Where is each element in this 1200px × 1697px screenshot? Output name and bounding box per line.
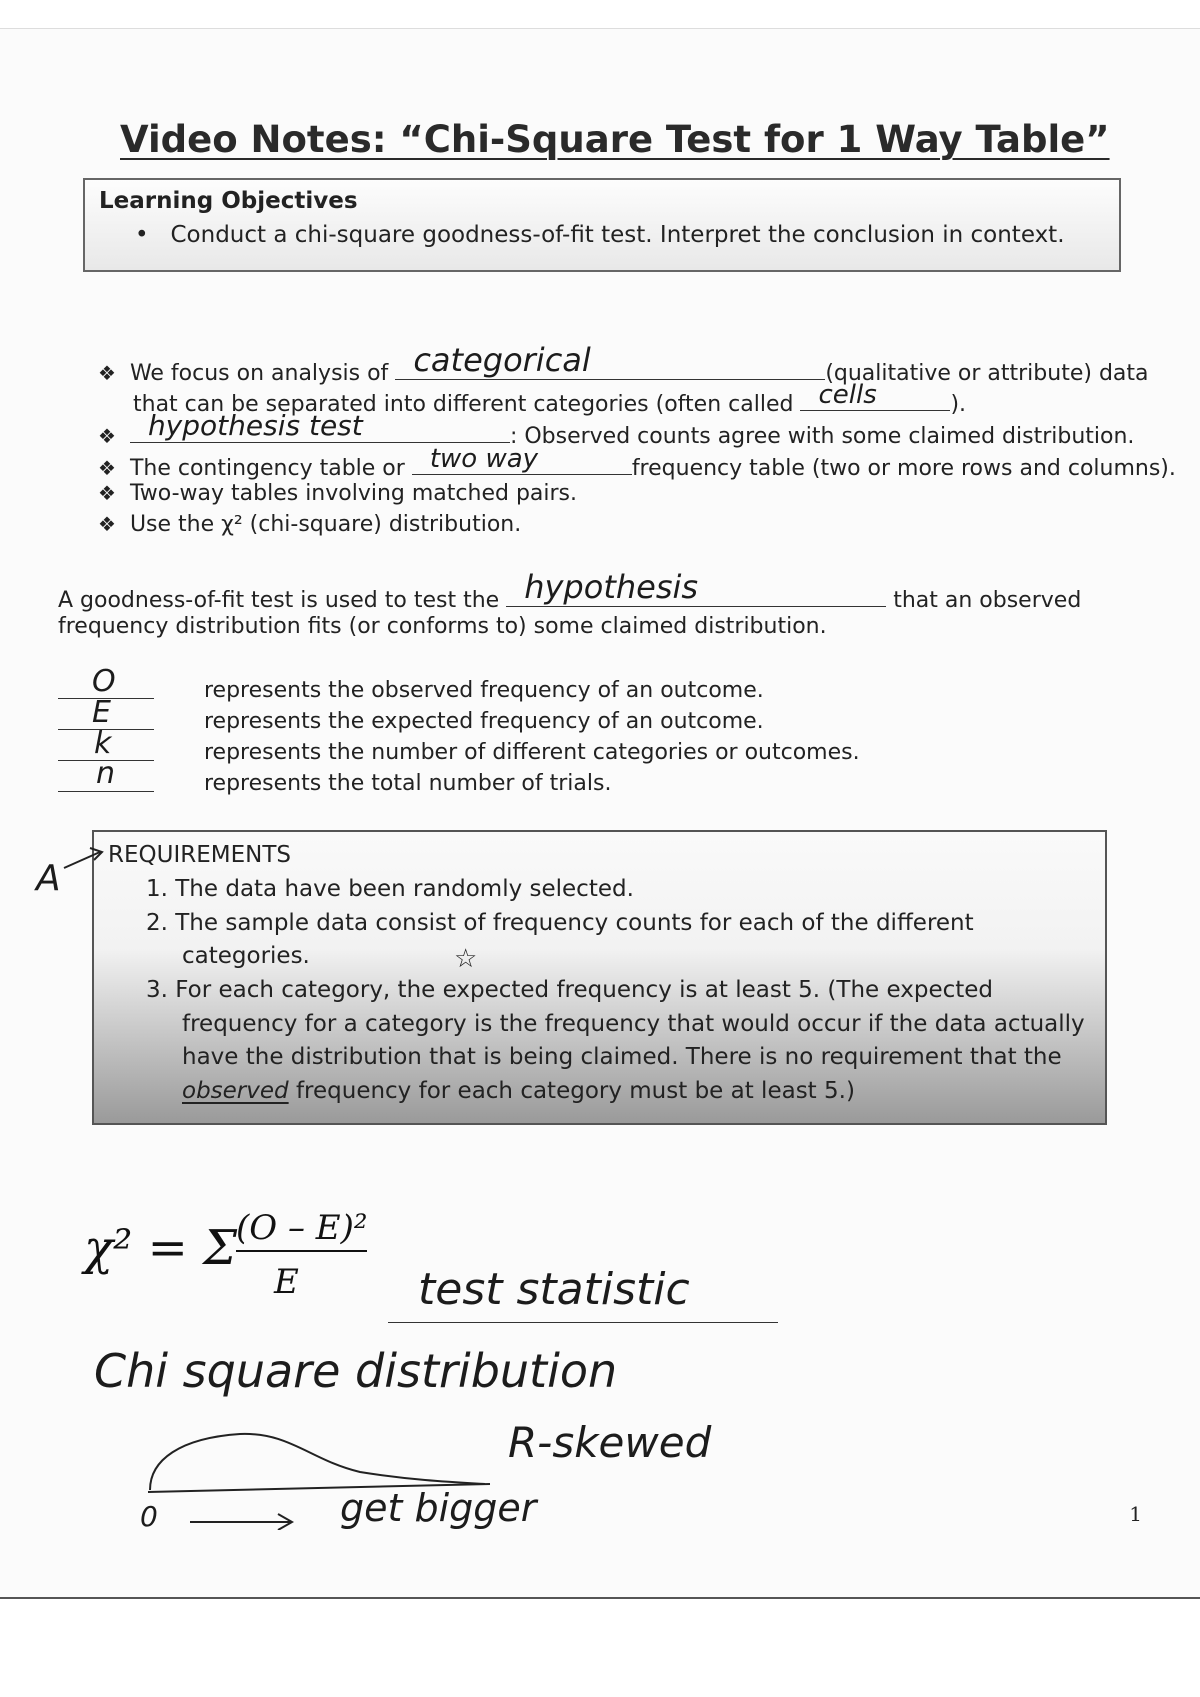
handwritten-get-bigger: get bigger [340, 1486, 537, 1530]
requirement-3-cont2: have the distribution that is being claimed. There is no requirement that the [182, 1044, 1062, 1070]
symbol-n: n [96, 756, 116, 791]
bullet-chi-square-dist: ❖ Use the χ² (chi-square) distribution. [98, 512, 522, 537]
symbol-k: k [94, 726, 112, 761]
handwritten-r-skewed: R-skewed [508, 1418, 712, 1467]
blank-two-way: two way [412, 450, 632, 475]
notation-o-text: represents the observed frequency of an outcome. [204, 678, 764, 703]
notation-e-text: represents the expected frequency of an outcome. [204, 709, 764, 734]
handwritten-chi-distribution: Chi square distribution [94, 1344, 618, 1398]
blank-cells: cells [800, 386, 950, 411]
symbol-o: O [92, 664, 116, 699]
blank-hypothesis-test: hypothesis test [130, 418, 510, 443]
learning-objectives-heading: Learning Objectives [99, 188, 358, 214]
gof-definition-line2: frequency distribution fits (or conforms to) some claimed distribution. [58, 614, 827, 639]
page-title: Video Notes: “Chi-Square Test for 1 Way Table” [120, 118, 1110, 161]
learning-objectives-box [83, 178, 1121, 272]
formula-lhs: χ² = Σ [84, 1220, 237, 1276]
handwritten-zero: 0 [140, 1500, 158, 1533]
requirement-2: 2. The sample data consist of frequency counts for each of the different [146, 910, 974, 936]
requirement-1: 1. The data have been randomly selected. [146, 876, 634, 902]
handwritten-test-statistic: test statistic [418, 1264, 690, 1315]
diamond-bullet-icon: ❖ [98, 481, 116, 505]
diamond-bullet-icon: ❖ [98, 361, 116, 385]
notation-k-text: represents the number of different categories or outcomes. [204, 740, 860, 765]
page-number: 1 [1129, 1502, 1142, 1526]
bullet-hypothesis-test: ❖ hypothesis test : Observed counts agree with some claimed distribution. [98, 409, 1135, 449]
requirements-heading: REQUIREMENTS [108, 842, 291, 868]
formula-denominator: E [274, 1262, 299, 1302]
requirement-3: 3. For each category, the expected frequency is at least 5. (The expected [146, 977, 994, 1003]
arrow-icon [60, 842, 110, 872]
diamond-bullet-icon: ❖ [98, 424, 116, 448]
symbol-e: E [92, 695, 111, 730]
learning-objective-item: • Conduct a chi-square goodness-of-fit test. Interpret the conclusion in context. [135, 222, 1065, 248]
gof-definition: A goodness-of-fit test is used to test the hypothesis that an observed [58, 568, 1082, 613]
bullet-matched-pairs: ❖ Two-way tables involving matched pairs. [98, 481, 578, 506]
requirement-2-cont: categories. [182, 943, 310, 969]
star-icon: ☆ [454, 944, 478, 974]
requirements-box [92, 830, 1107, 1125]
requirement-3-cont3: observed frequency for each category must be at least 5.) [182, 1078, 855, 1104]
blank-hypothesis: hypothesis [506, 582, 886, 607]
formula-numerator: (O – E)² [236, 1208, 367, 1252]
bullet-contingency: ❖ The contingency table or two way frequency table (two or more rows and columns). [98, 444, 1176, 481]
test-statistic-underline [388, 1322, 778, 1323]
notation-n-text: represents the total number of trials. [204, 771, 612, 796]
blank-categorical: categorical [395, 355, 825, 380]
requirement-3-cont1: frequency for a category is the frequency that would occur if the data actually [182, 1011, 1085, 1037]
bullet-categorical: ❖ We focus on analysis of categorical (qualitative or attribute) data [98, 341, 1149, 386]
diamond-bullet-icon: ❖ [98, 512, 116, 536]
diamond-bullet-icon: ❖ [98, 456, 116, 480]
bullet-categorical-line2: that can be separated into different categories (often called cells ). [133, 380, 967, 417]
margin-label-a: A [36, 858, 61, 899]
